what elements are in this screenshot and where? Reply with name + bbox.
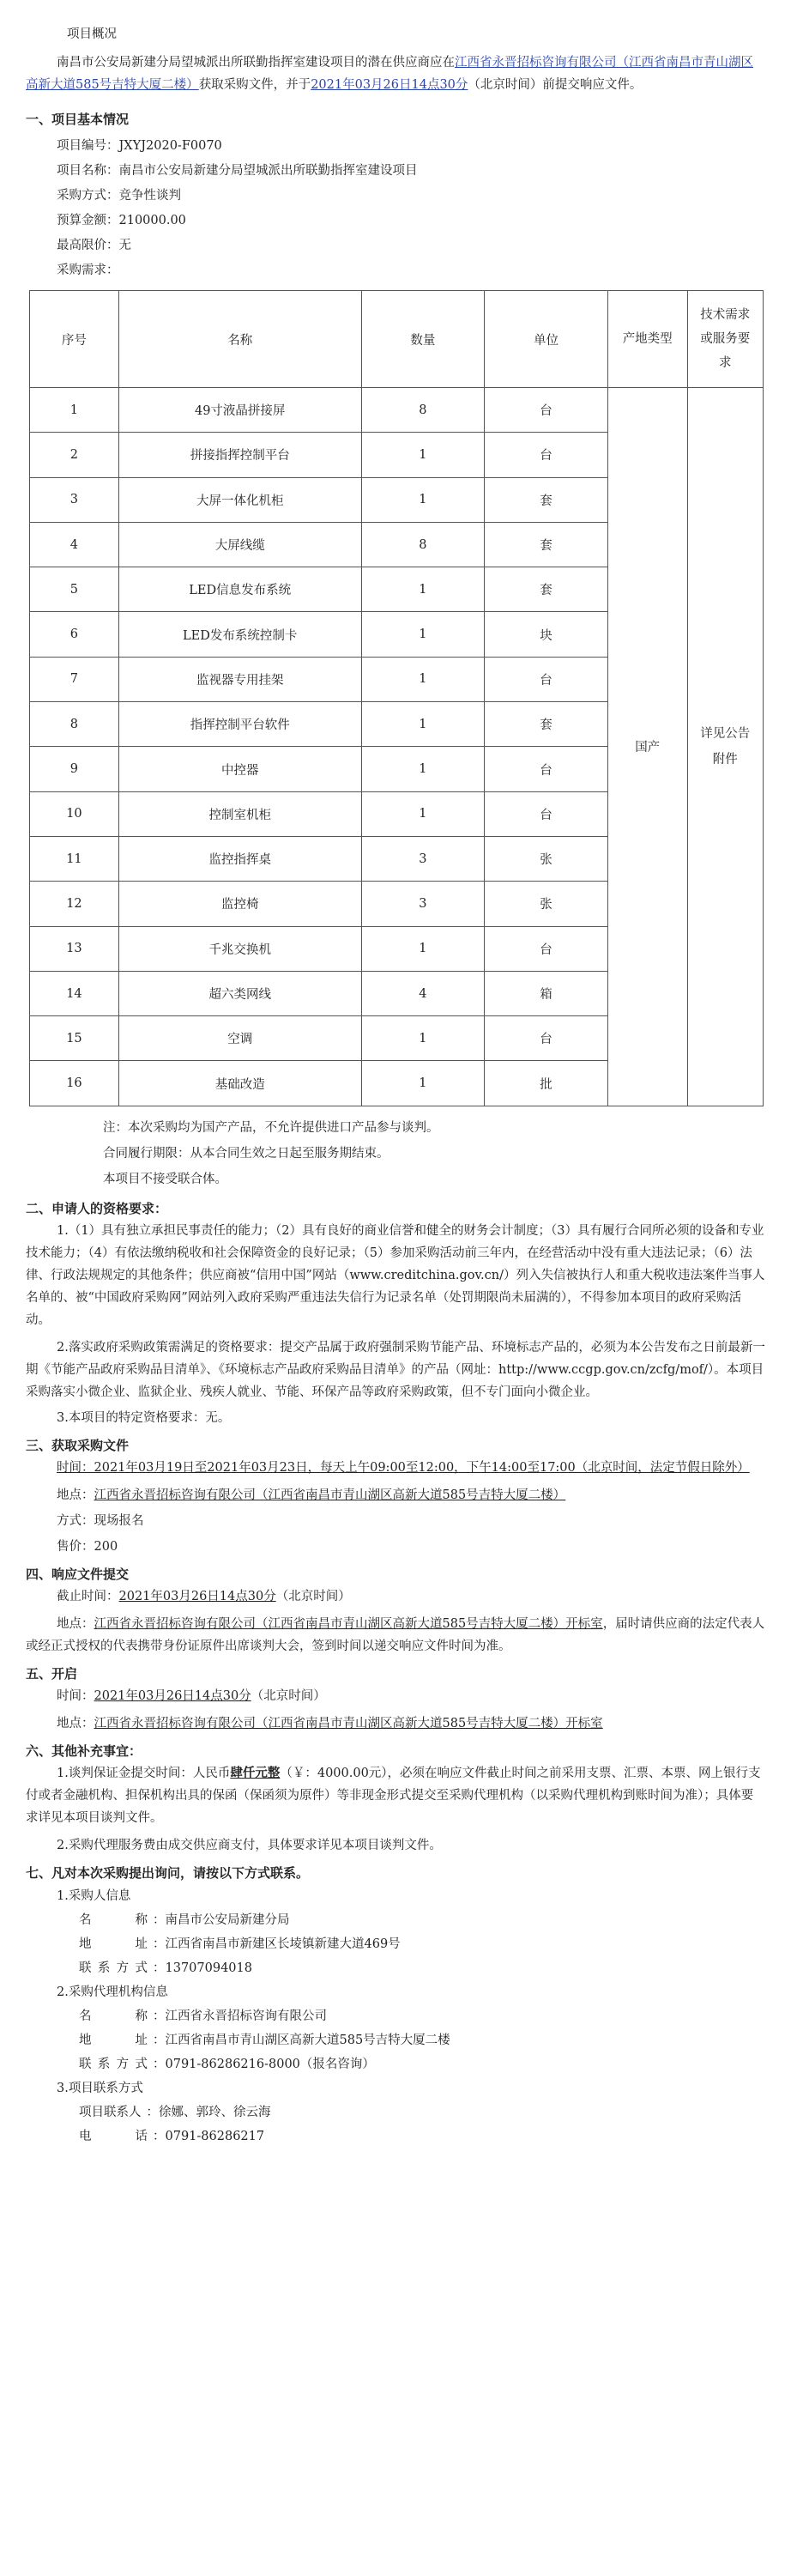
contact-value: ：徐娜、郭玲、徐云海 [146, 2105, 271, 2119]
contact-value: ：江西省南昌市青山湖区高新大道585号吉特大厦二楼 [153, 2033, 450, 2047]
intro-text-post: （北京时间）前提交响应文件。 [468, 78, 643, 92]
agency-fee: 2.采购代理服务费由成交供应商支付，具体要求详见本项目谈判文件。 [57, 1838, 442, 1852]
cell-quantity: 1 [361, 791, 485, 836]
submit-deadline-value: 2021年03月26日14点30分 [118, 1589, 276, 1603]
cell-name: 超六类网线 [118, 971, 361, 1015]
cell-index: 12 [30, 882, 119, 926]
contact-label: 名 称 [79, 1912, 148, 1927]
table-row [30, 388, 764, 433]
cell-index: 5 [30, 567, 119, 612]
section7-title: 七、凡对本次采购提出询问，请按以下方式联系。 [26, 1864, 310, 1881]
contact-value: ：江西省南昌市新建区长堎镇新建大道469号 [153, 1937, 401, 1951]
cell-name: 监视器专用挂架 [118, 657, 361, 701]
contact-label: 项目联系人 [79, 2105, 142, 2119]
cell-unit: 台 [485, 388, 608, 433]
cell-name: 空调 [118, 1016, 361, 1061]
intro-text-mid: 获取采购文件，并于 [198, 78, 311, 92]
contact-row [79, 1932, 765, 1956]
cell-name: LED发布系统控制卡 [118, 612, 361, 657]
submit-place-post: ，届时请供应商的法定代表人或经正式授权的代表携带身份证原件出席谈判大会，签到时间以递交响应文件时间为准。 [26, 1616, 765, 1653]
section1-title: 一、项目基本情况 [26, 112, 130, 127]
cell-name: 拼接指挥控制平台 [118, 433, 361, 477]
note-no-consortium: 本项目不接受联合体。 [103, 1172, 227, 1186]
qualification-policy: 2.落实政府采购政策需满足的资格要求：提交产品属于政府强制采购节能产品、环境标志产品的，必须为本公告发布之日前最新一期《节能产品政府采购品目清单》、《环境标志产品政府采购品目清单》的产品（网址：http://www.ccgp.gov.cn/zcfg/mof/）。本项目采购落实小微企业、监狱企业、残疾人就业、节能、环保产品等政府采购政策，但不专门面向小微企业。 [26, 1340, 765, 1399]
cell-index: 3 [30, 477, 119, 522]
open-place [26, 1712, 765, 1735]
intro-time: 2021年03月26日14点30分 [311, 78, 468, 92]
contact-row [79, 2100, 765, 2124]
cell-unit: 台 [485, 791, 608, 836]
obtain-time: 时间：2021年03月19日至2021年03月23日，每天上午09:00至12:00，下午14:00至17:00（北京时间，法定节假日除外） [57, 1460, 750, 1475]
open-place-link[interactable]: 江西省永晋招标咨询有限公司（江西省南昌市青山湖区高新大道585号吉特大厦二楼）开标室 [94, 1716, 603, 1730]
contact-label: 地 址 [79, 2033, 148, 2047]
cell-unit: 箱 [485, 971, 608, 1015]
cell-unit: 台 [485, 926, 608, 971]
cell-unit: 张 [485, 836, 608, 881]
cell-quantity: 1 [361, 702, 485, 747]
cell-name: 监控椅 [118, 882, 361, 926]
qualification-specific: 3.本项目的特定资格要求：无。 [57, 1410, 231, 1425]
deposit-post: （￥：4000.00元），必须在响应文件截止时间之前采用支票、汇票、本票、网上银行支付或者金融机构、担保机构出具的保函（保函须为原件）等非现金形式提交至采购代理机构（以采购代理机构到账时间为准）；具体要求详见本项目谈判文件。 [26, 1766, 761, 1825]
contact-label: 联系方式 [79, 2057, 148, 2071]
cell-quantity: 1 [361, 567, 485, 612]
intro-place-link[interactable]: 江西省永晋招标咨询有限公司（江西省南昌市青山湖区高新大道585号吉特大厦二楼） [26, 56, 753, 92]
cell-quantity: 1 [361, 433, 485, 477]
cell-origin: 国产 [607, 388, 687, 1106]
contact-label: 电 话 [79, 2129, 148, 2143]
cell-index: 9 [30, 747, 119, 791]
contact-row [79, 2124, 765, 2149]
header-index: 序号 [30, 291, 119, 388]
obtain-place-label: 地点： [57, 1488, 94, 1502]
header-origin: 产地类型 [607, 291, 687, 388]
cell-quantity: 8 [361, 388, 485, 433]
obtain-place-link[interactable]: 江西省永晋招标咨询有限公司（江西省南昌市青山湖区高新大道585号吉特大厦二楼） [94, 1488, 566, 1502]
project-number: 项目编号：JXYJ2020-F0070 [57, 139, 222, 153]
cell-name: 千兆交换机 [118, 926, 361, 971]
cell-index: 15 [30, 1016, 119, 1061]
cell-index: 13 [30, 926, 119, 971]
cell-tech: 详见公告附件 [687, 388, 763, 1106]
cell-unit: 台 [485, 433, 608, 477]
submit-place-label: 地点： [57, 1616, 94, 1631]
qualification-general: 1.（1）具有独立承担民事责任的能力；（2）具有良好的商业信誉和健全的财务会计制度；（3）具有履行合同所必须的设备和专业技术能力；（4）有依法缴纳税收和社会保障资金的良好记录；（5）参加采购活动前三年内，在经营活动中没有重大违法记录；（6）法律、行政法规规定的其他条件；供应商被“信用中国”网站（www.creditchina.gov.cn/）列入失信被执行人和重大税收违法案件当事人名单的、被“中国政府采购网”网站列入政府采购严重违法失信行为记录名单（处罚期限尚未届满的），不得参加本项目的政府采购活动。 [26, 1223, 765, 1327]
cell-quantity: 8 [361, 522, 485, 567]
contact-row [79, 2052, 765, 2076]
obtain-place [26, 1484, 765, 1506]
max-price: 最高限价：无 [57, 239, 131, 252]
cell-unit: 台 [485, 1016, 608, 1061]
header-quantity: 数量 [361, 291, 485, 388]
obtain-method: 方式：现场报名 [57, 1513, 144, 1528]
cell-unit: 台 [485, 657, 608, 701]
contact-label: 联系方式 [79, 1961, 148, 1975]
deposit-amount: 肆仟元整 [230, 1765, 281, 1780]
cell-unit: 台 [485, 747, 608, 791]
cell-unit: 套 [485, 702, 608, 747]
deposit-info [26, 1762, 765, 1829]
cell-name: 大屏一体化机柜 [118, 477, 361, 522]
cell-index: 1 [30, 388, 119, 433]
intro-heading: 项目概况 [67, 27, 117, 41]
cell-quantity: 4 [361, 971, 485, 1015]
submit-deadline [26, 1585, 765, 1608]
cell-quantity: 1 [361, 747, 485, 791]
contact-value: ：0791-86286216-8000（报名咨询） [153, 2057, 375, 2071]
cell-quantity: 1 [361, 926, 485, 971]
open-time-value: 2021年03月26日14点30分 [94, 1688, 251, 1703]
intro-paragraph [26, 52, 765, 96]
cell-name: LED信息发布系统 [118, 567, 361, 612]
procurement-method: 采购方式：竞争性谈判 [57, 189, 181, 203]
cell-unit: 块 [485, 612, 608, 657]
open-time-post: （北京时间） [251, 1688, 326, 1703]
contact-value: ：13707094018 [153, 1961, 252, 1975]
section2-title: 二、申请人的资格要求： [26, 1200, 168, 1216]
contact-value: ：0791-86286217 [153, 2129, 265, 2143]
cell-name: 大屏线缆 [118, 522, 361, 567]
cell-index: 16 [30, 1061, 119, 1106]
budget-amount: 预算金额：210000.00 [57, 214, 186, 227]
submit-deadline-post: （北京时间） [275, 1589, 351, 1603]
cell-quantity: 1 [361, 1061, 485, 1106]
contact-label: 名 称 [79, 2009, 148, 2023]
cell-index: 14 [30, 971, 119, 1015]
section3-title: 三、获取采购文件 [26, 1437, 130, 1453]
cell-quantity: 1 [361, 1016, 485, 1061]
table-header-row [30, 291, 764, 388]
cell-index: 2 [30, 433, 119, 477]
needs-label: 采购需求： [57, 264, 119, 277]
section6-title: 六、其他补充事宜： [26, 1743, 142, 1759]
requirements-table [29, 290, 764, 1106]
purchaser-heading: 1.采购人信息 [57, 1888, 131, 1903]
contact-value: ：南昌市公安局新建分局 [153, 1912, 290, 1927]
cell-unit: 批 [485, 1061, 608, 1106]
cell-name: 49寸液晶拼接屏 [118, 388, 361, 433]
cell-unit: 张 [485, 882, 608, 926]
note-contract-term: 合同履行期限：从本合同生效之日起至服务期结束。 [103, 1146, 389, 1161]
header-name: 名称 [118, 291, 361, 388]
submit-place [26, 1613, 765, 1658]
open-place-label: 地点： [57, 1716, 94, 1730]
obtain-price: 售价：200 [57, 1539, 118, 1554]
cell-quantity: 1 [361, 612, 485, 657]
contact-row [79, 2028, 765, 2052]
cell-index: 6 [30, 612, 119, 657]
contact-row [79, 2004, 765, 2028]
note-domestic: 注：本次采购均为国产产品，不允许提供进口产品参与谈判。 [103, 1120, 439, 1135]
cell-index: 10 [30, 791, 119, 836]
cell-unit: 套 [485, 567, 608, 612]
cell-quantity: 3 [361, 882, 485, 926]
cell-index: 8 [30, 702, 119, 747]
contact-label: 地 址 [79, 1937, 148, 1951]
cell-quantity: 1 [361, 657, 485, 701]
cell-index: 7 [30, 657, 119, 701]
section5-title: 五、开启 [26, 1665, 78, 1682]
header-tech: 技术需求或服务要求 [687, 291, 763, 388]
cell-name: 中控器 [118, 747, 361, 791]
cell-index: 11 [30, 836, 119, 881]
cell-name: 基础改造 [118, 1061, 361, 1106]
cell-quantity: 1 [361, 477, 485, 522]
contact-row [79, 1908, 765, 1932]
deposit-pre: 1.谈判保证金提交时间：人民币 [57, 1766, 231, 1780]
header-unit: 单位 [485, 291, 608, 388]
project-name: 项目名称：南昌市公安局新建分局望城派出所联勤指挥室建设项目 [57, 164, 418, 178]
intro-text-pre: 南昌市公安局新建分局望城派出所联勤指挥室建设项目的潜在供应商应在 [57, 56, 455, 70]
contact-row [79, 1956, 765, 1980]
agency-heading: 2.采购代理机构信息 [57, 1985, 168, 1999]
submit-place-link[interactable]: 江西省永晋招标咨询有限公司（江西省南昌市青山湖区高新大道585号吉特大厦二楼）开标室 [94, 1616, 603, 1631]
section4-title: 四、响应文件提交 [26, 1566, 130, 1582]
cell-name: 指挥控制平台软件 [118, 702, 361, 747]
project-contact-heading: 3.项目联系方式 [57, 2081, 143, 2095]
cell-unit: 套 [485, 522, 608, 567]
open-time [26, 1685, 765, 1707]
cell-quantity: 3 [361, 836, 485, 881]
cell-name: 控制室机柜 [118, 791, 361, 836]
cell-unit: 套 [485, 477, 608, 522]
contact-value: ：江西省永晋招标咨询有限公司 [153, 2009, 327, 2023]
open-time-label: 时间： [57, 1688, 94, 1703]
cell-index: 4 [30, 522, 119, 567]
submit-deadline-label: 截止时间： [57, 1589, 119, 1603]
cell-name: 监控指挥桌 [118, 836, 361, 881]
